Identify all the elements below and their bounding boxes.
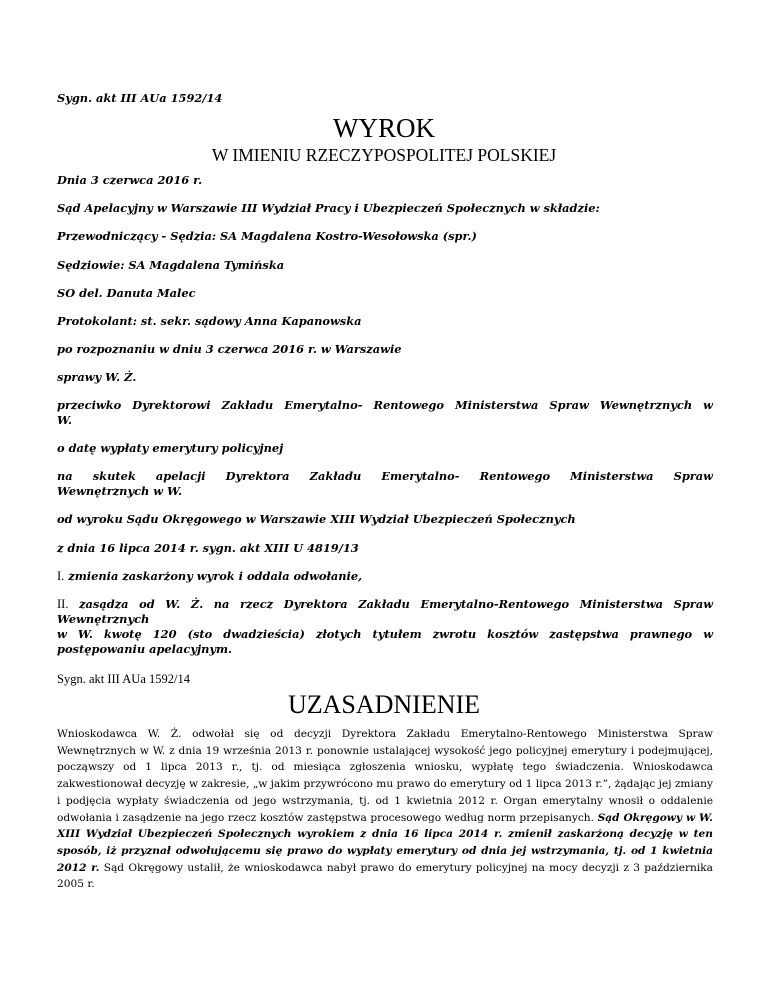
ruling-1-text: zmienia zaskarżony wyrok i oddala odwołanie, [68, 569, 363, 583]
ruling-2-line-2: Wewnętrznych [57, 612, 150, 626]
ruling-2-number: II. [57, 597, 69, 611]
court-clerk: Protokolant: st. sekr. sądowy Anna Kapanowska [57, 314, 362, 328]
ruling-2-line-3: w W. kwotę 120 (sto dwadzieścia) złotych tytułem zwrotu kosztów zastępstwa prawnego w [57, 627, 713, 641]
case-subject: o datę wypłaty emerytury policyjnej [57, 441, 284, 455]
second-judge: SO del. Danuta Malec [57, 286, 196, 300]
judgment-date: Dnia 3 czerwca 2016 r. [57, 173, 203, 187]
presiding-judge: Przewodniczący - Sędzia: SA Magdalena Kostro-Wesołowska (spr.) [57, 229, 477, 243]
court-composition: Sąd Apelacyjny w Warszawie III Wydział Pracy i Ubezpieczeń Społecznych w składzie: [57, 201, 600, 215]
justification-paragraph [57, 726, 713, 893]
ruling-2-text-1: zasądza od W. Ż. na rzecz Dyrektora Zakładu Emerytalno-Rentowego Ministerstwa Spraw [79, 597, 713, 611]
case-signature: Sygn. akt III AUa 1592/14 [57, 91, 223, 105]
justification-signature: Sygn. akt III AUa 1592/14 [57, 672, 190, 686]
case-party: sprawy W. Ż. [57, 370, 137, 384]
ruling-2-line-1 [57, 597, 713, 612]
ruling-1 [57, 569, 713, 584]
justification-text-2: Sąd Okręgowy ustalił, że wnioskodawca nabył prawo do emerytury policyjnej na mocy decyzji z 3 października 2005 r. [57, 861, 713, 891]
justification-title: UZASADNIENIE [287, 690, 481, 719]
ruling-1-number: I. [57, 569, 65, 583]
appeal-line-1: na skutek apelacji Dyrektora Zakładu Emerytalno- Rentowego Ministerstwa Spraw [57, 469, 713, 483]
appealed-judgment: od wyroku Sądu Okręgowego w Warszawie XIII Wydział Ubezpieczeń Społecznych [57, 512, 576, 526]
defendant-line-2: W. [57, 413, 72, 427]
judgment-subtitle: W IMIENIU RZECZYPOSPOLITEJ POLSKIEJ [211, 145, 557, 165]
appeal-line-2: Wewnętrznych w W. [57, 484, 183, 498]
justification-text-1: Wnioskodawca W. Ż. odwołał się od decyzji Dyrektora Zakładu Emerytalno-Rentowego Ministerstwa Spraw Wewnętrznych w W. z dnia 19 września 2013 r. ponownie ustalającej wysokość jego policyjnej emerytury i podejmującej, począwszy od 1 lipca 2013 r., tj. od miesiąca zgłoszenia wniosku, wypłatę tego świadczenia. Wnioskodawca zakwestionował decyzję w zakresie, „w jakim przywrócono mu prawo do emerytury od 1 lipca 2013 r.”, żądając jej zmiany i podjęcia wypłaty świadczenia od jego wstrzymania, tj. od 1 kwietnia 2012 r. Organ emerytalny wnosił o oddalenie odwołania i zasądzenie na jego rzecz kosztów zastępstwa procesowego według norm przepisanych. [57, 728, 713, 824]
hearing-info: po rozpoznaniu w dniu 3 czerwca 2016 r. w Warszawie [57, 342, 402, 356]
justification-emphasis: Sąd Okręgowy w W. XIII Wydział Ubezpieczeń Społecznych wyrokiem z dnia 16 lipca 2014 r. zmienił zaskarżoną decyzję w ten sposób, iż przyznał odwołującemu się prawo do wypłaty emerytury od dnia jej wstrzymania, tj. od 1 kwietnia 2012 r. [57, 811, 713, 874]
appealed-judgment-date: z dnia 16 lipca 2014 r. sygn. akt XIII U 4819/13 [57, 541, 359, 555]
judgment-title: WYROK [333, 113, 435, 143]
ruling-2-line-4: postępowaniu apelacyjnym. [57, 642, 232, 656]
defendant-line-1: przeciwko Dyrektorowi Zakładu Emerytalno- Rentowego Ministerstwa Spraw Wewnętrznych w [57, 398, 713, 412]
judges: Sędziowie: SA Magdalena Tymińska [57, 258, 285, 272]
